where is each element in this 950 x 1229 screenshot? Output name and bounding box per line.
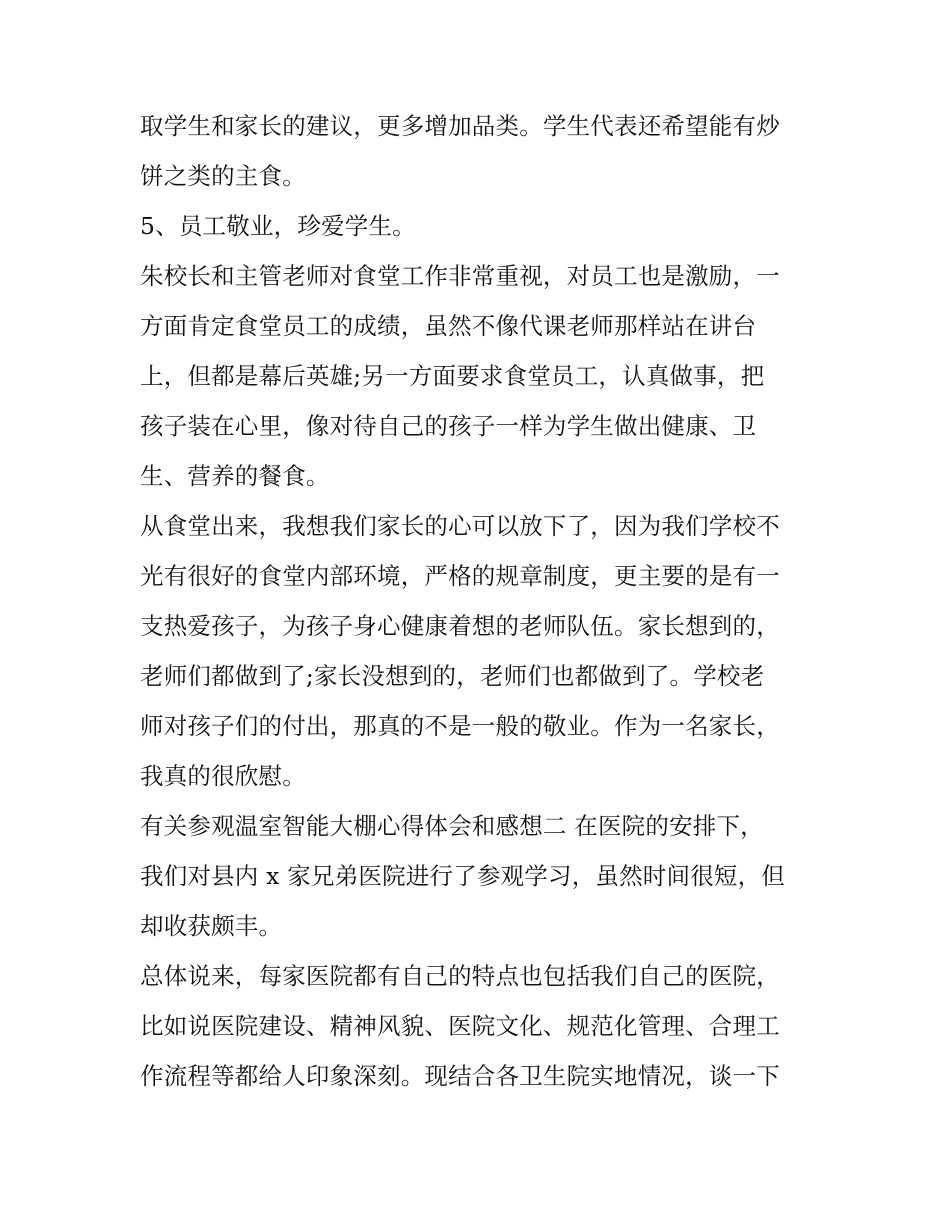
- text-line: 总体说来，每家医院都有自己的特点也包括我们自己的医院，: [140, 962, 780, 990]
- text-line: 比如说医院建设、精神风貌、医院文化、规范化管理、合理工: [140, 1012, 780, 1040]
- text-line: 老师们都做到了;家长没想到的，老师们也都做到了。学校老: [140, 662, 765, 690]
- text-line: 却收获颇丰。: [140, 912, 283, 940]
- text-line: 我们对县内 x 家兄弟医院进行了参观学习，虽然时间很短，但: [140, 862, 785, 890]
- text-line: 生、营养的餐食。: [140, 462, 330, 490]
- text-line: 孩子装在心里，像对待自己的孩子一样为学生做出健康、卫: [140, 412, 757, 440]
- text-line: 方面肯定食堂员工的成绩，虽然不像代课老师那样站在讲台: [140, 312, 757, 340]
- text-line: 取学生和家长的建议，更多增加品类。学生代表还希望能有炒: [140, 112, 780, 140]
- text-line: 作流程等都给人印象深刻。现结合各卫生院实地情况，谈一下: [140, 1062, 780, 1090]
- text-line: 师对孩子们的付出，那真的不是一般的敬业。作为一名家长，: [140, 712, 780, 740]
- text-line: 从食堂出来，我想我们家长的心可以放下了，因为我们学校不: [140, 512, 780, 540]
- body-text: [140, 101, 820, 1101]
- text-line: 有关参观温室智能大棚心得体会和感想二 在医院的安排下，: [140, 812, 764, 840]
- text-line: 支热爱孩子，为孩子身心健康着想的老师队伍。家长想到的，: [140, 612, 780, 640]
- text-line: 饼之类的主食。: [140, 162, 306, 190]
- text-line: 光有很好的食堂内部环境，严格的规章制度，更主要的是有一: [140, 562, 780, 590]
- text-line: 上，但都是幕后英雄;另一方面要求食堂员工，认真做事，把: [140, 362, 765, 390]
- text-line: 朱校长和主管老师对食堂工作非常重视，对员工也是激励，一: [140, 262, 780, 290]
- text-line: 我真的很欣慰。: [140, 762, 306, 790]
- section-heading: 5、员工敬业，珍爱学生。: [140, 212, 416, 240]
